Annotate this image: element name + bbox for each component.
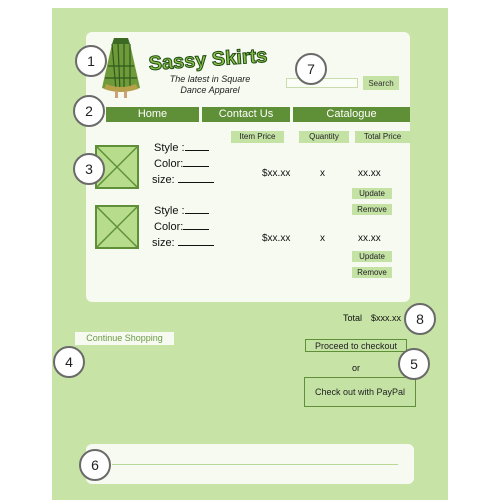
color-blank [183, 219, 209, 230]
item-quantity: x [320, 233, 325, 244]
item-total-price: xx.xx [358, 233, 381, 244]
callout-marker: 8 [404, 303, 436, 335]
style-field [154, 203, 209, 218]
color-field [154, 156, 209, 171]
column-header-quantity: Quantity [299, 131, 349, 143]
style-field [154, 140, 209, 155]
remove-button[interactable]: Remove [352, 267, 392, 278]
skirt-logo-image [100, 36, 142, 100]
update-button[interactable]: Update [352, 251, 392, 262]
callout-marker: 1 [75, 45, 107, 77]
callout-marker: 3 [73, 153, 105, 185]
style-blank [185, 140, 209, 151]
callout-marker: 6 [79, 449, 111, 481]
brand-name [142, 42, 274, 78]
item-quantity: x [320, 168, 325, 179]
remove-button[interactable]: Remove [352, 204, 392, 215]
item-total-price: xx.xx [358, 168, 381, 179]
size-field [152, 235, 214, 250]
column-header-total-price: Total Price [355, 131, 410, 143]
color-field [154, 219, 209, 234]
search-button[interactable]: Search [363, 76, 399, 90]
or-separator: or [352, 363, 361, 373]
callout-marker: 7 [295, 53, 327, 85]
total-label: Total [343, 313, 363, 323]
size-field [152, 172, 214, 187]
callout-marker: 5 [398, 348, 430, 380]
style-label: Style : [154, 205, 185, 217]
nav-item-contact-us[interactable]: Contact Us [218, 108, 274, 120]
update-button[interactable]: Update [352, 188, 392, 199]
tagline-line-2: Dance Apparel [180, 85, 240, 95]
callout-marker: 4 [53, 346, 85, 378]
callout-marker: 2 [73, 95, 105, 127]
column-header-item-price: Item Price [231, 131, 284, 143]
proceed-to-checkout-button[interactable]: Proceed to checkout [305, 339, 407, 352]
style-blank [185, 203, 209, 214]
footer-divider [112, 464, 398, 465]
color-label: Color: [154, 221, 184, 233]
size-blank [178, 172, 214, 183]
tagline-line-1: The latest in Square [169, 74, 251, 84]
color-label: Color: [154, 158, 184, 170]
item-price: $xx.xx [262, 233, 291, 244]
nav-item-home[interactable]: Home [137, 108, 168, 120]
tagline [160, 74, 260, 96]
size-label: size: [152, 174, 175, 186]
product-image-placeholder[interactable] [95, 205, 139, 249]
continue-shopping-button[interactable]: Continue Shopping [75, 332, 174, 345]
size-blank [178, 235, 214, 246]
svg-text:Sassy Skirts: Sassy Skirts [147, 44, 269, 76]
total-value: $xxx.xx [371, 313, 402, 323]
size-label: size: [152, 237, 175, 249]
item-price: $xx.xx [262, 168, 291, 179]
paypal-checkout-button[interactable]: Check out with PayPal [304, 377, 416, 407]
nav-item-catalogue[interactable]: Catalogue [326, 108, 377, 120]
color-blank [183, 156, 209, 167]
style-label: Style : [154, 142, 185, 154]
